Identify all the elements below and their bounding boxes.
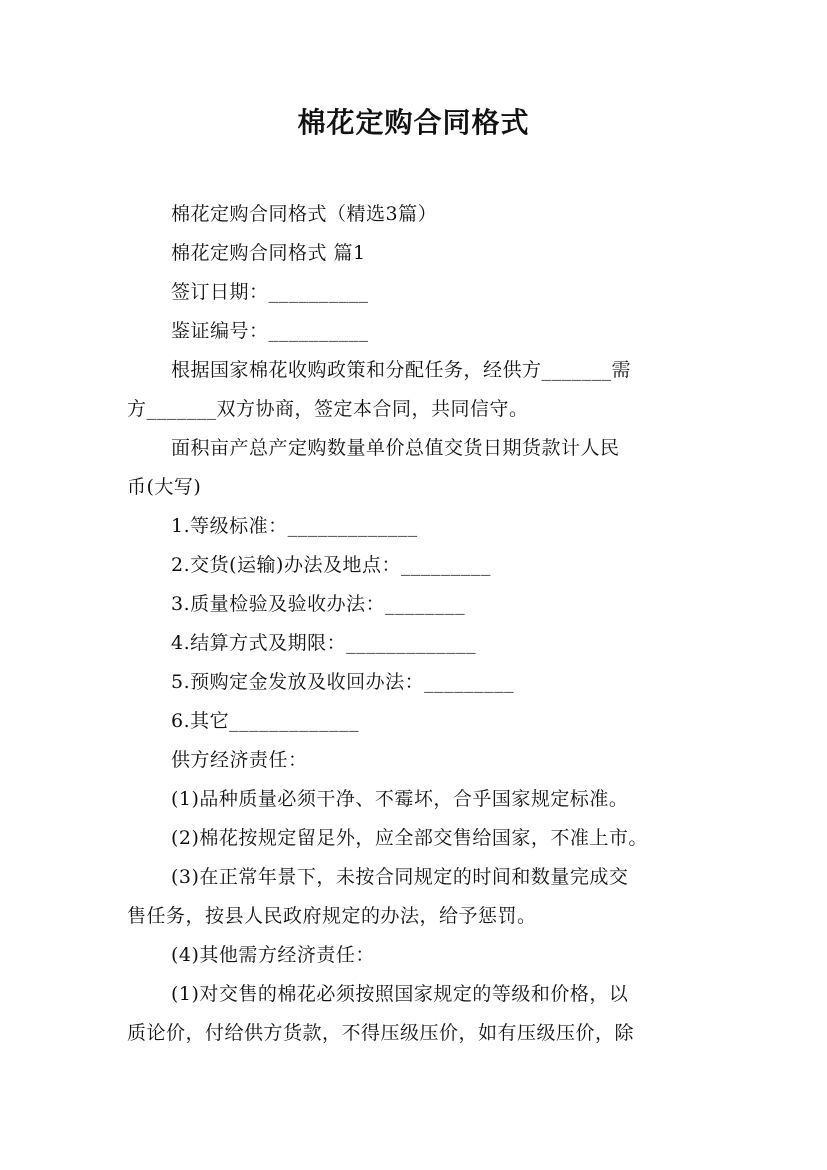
section-heading: 供方经济责任：	[171, 749, 308, 771]
paragraph-line: 根据国家棉花收购政策和分配任务，经供方_______需	[171, 359, 632, 381]
clause-item: 6.其它_____________	[171, 710, 360, 732]
verification-number-line: 鉴证编号：__________	[171, 320, 369, 342]
subtitle-line: 棉花定购合同格式（精选3篇）	[171, 203, 438, 225]
responsibility-item: (1)品种质量必须干净、不霉坏，合乎国家规定标准。	[171, 788, 629, 810]
responsibility-item: (4)其他需方经济责任：	[171, 944, 375, 966]
responsibility-item-continued: 售任务，按县人民政府规定的办法，给予惩罚。	[127, 905, 537, 927]
clause-item: 5.预购定金发放及收回办法：_________	[171, 671, 515, 693]
sign-date-line: 签订日期：__________	[171, 281, 369, 303]
section-heading: 棉花定购合同格式 篇1	[171, 242, 366, 264]
responsibility-item: (2)棉花按规定留足外，应全部交售给国家，不准上市。	[171, 827, 648, 849]
clause-item: 2.交货(运输)办法及地点：_________	[171, 554, 491, 576]
responsibility-item-continued: 质论价，付给供方货款，不得压级压价，如有压级压价，除	[127, 1022, 635, 1044]
paragraph-line: 面积亩产总产定购数量单价总值交货日期货款计人民	[171, 437, 620, 459]
paragraph-line: 币(大写)	[127, 476, 202, 498]
responsibility-item: (1)对交售的棉花必须按照国家规定的等级和价格，以	[171, 983, 629, 1005]
clause-item: 1.等级标准：_____________	[171, 515, 418, 537]
responsibility-item: (3)在正常年景下，未按合同规定的时间和数量完成交	[171, 866, 629, 888]
clause-item: 4.结算方式及期限：_____________	[171, 632, 477, 654]
clause-item: 3.质量检验及验收办法：________	[171, 593, 466, 615]
document-title: 棉花定购合同格式	[297, 106, 530, 139]
paragraph-line: 方_______双方协商，签定本合同，共同信守。	[127, 398, 529, 420]
